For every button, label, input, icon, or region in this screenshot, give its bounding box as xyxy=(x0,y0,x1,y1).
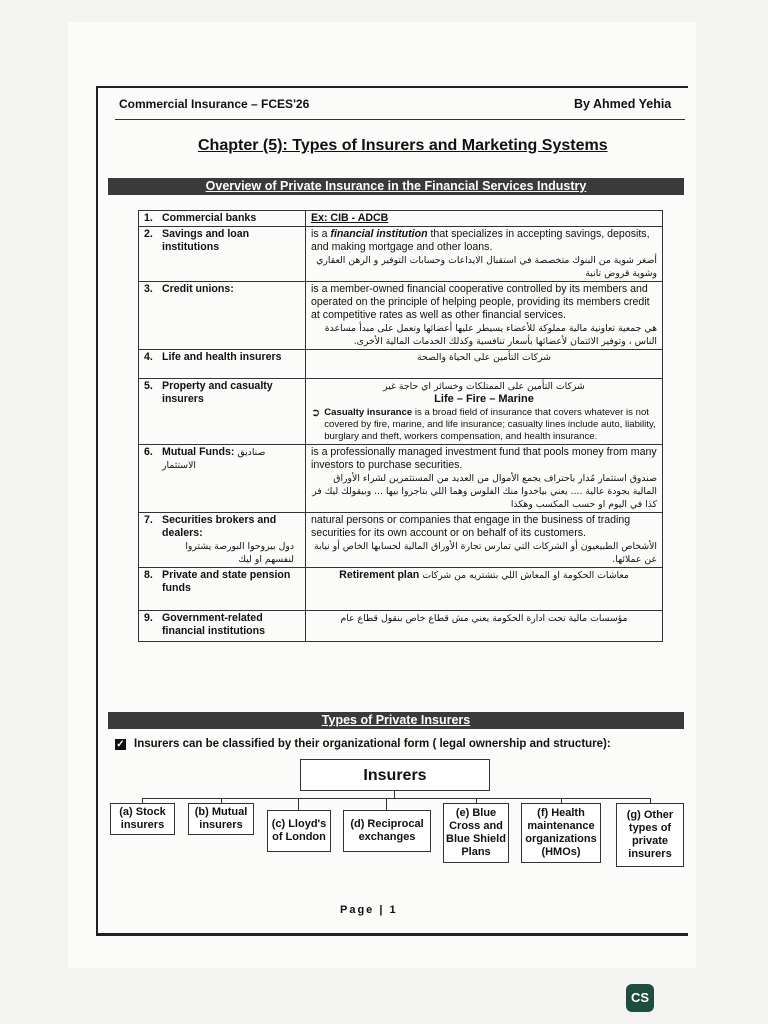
row-number: 9. xyxy=(144,612,153,624)
row-label-group xyxy=(162,514,294,566)
row-number: 5. xyxy=(144,380,153,392)
row-label: Mutual Funds: xyxy=(162,446,235,458)
row-label: Life and health insurers xyxy=(162,351,282,363)
insurer-type-node: (g) Other types of private insurers xyxy=(616,803,684,867)
section-types-heading xyxy=(108,712,684,729)
row-label-group xyxy=(162,446,294,472)
row-label: Government-related financial institutions xyxy=(162,612,265,637)
tree-connector xyxy=(386,798,387,810)
row-label-cell xyxy=(139,513,306,568)
arabic-note: شركات التأمين على الممتلكات وخسائر اي حاجة غير xyxy=(383,381,585,392)
row-number: 1. xyxy=(144,212,153,224)
arabic-note: هي جمعية تعاونية مالية مملوكة للأعضاء يسيطر عليها أعضائها وتعمل على مبدأ مساعدة الناس ، وتوفير الائتمان لأعضائها بأسعار تنافسية وكذلك الخدمات المالية الأخرى. xyxy=(324,323,657,347)
section-overview-title: Overview of Private Insurance in the Financial Services Industry xyxy=(205,179,587,193)
header-author: By Ahmed Yehia xyxy=(574,97,672,111)
tree-connector xyxy=(298,798,299,810)
table-row xyxy=(139,282,663,350)
row-number: 8. xyxy=(144,569,153,581)
tree-connector xyxy=(394,791,395,798)
insurer-type-node: (e) Blue Cross and Blue Shield Plans xyxy=(443,803,509,863)
table-row xyxy=(139,445,663,513)
row-desc-cell xyxy=(306,227,663,282)
insurer-type-node: (d) Reciprocal exchanges xyxy=(343,810,431,852)
arabic-label: دول بيروحوا البورصة يشتروا لنفسهم او ليك xyxy=(185,541,294,565)
row-label-cell xyxy=(139,211,306,227)
header-divider xyxy=(115,119,685,120)
desc-text: is a xyxy=(311,228,331,240)
table-row xyxy=(139,513,663,568)
insurer-type-node: (a) Stock insurers xyxy=(110,803,175,835)
insurer-type-node: (c) Lloyd's of London xyxy=(267,810,331,852)
row-label-cell xyxy=(139,350,306,379)
classification-statement xyxy=(115,738,611,750)
row-desc-cell xyxy=(306,282,663,350)
row-desc-cell xyxy=(306,513,663,568)
row-label-cell xyxy=(139,568,306,611)
chapter-title: Chapter (5): Types of Insurers and Marketing Systems xyxy=(198,137,608,154)
row-number: 6. xyxy=(144,446,153,458)
insurer-type-node: (f) Health maintenance organizations (HMOs) xyxy=(521,803,601,863)
row-number: 4. xyxy=(144,351,153,363)
arabic-note: معاشات الحكومة او المعاش اللي بتشتريه من شركات xyxy=(422,570,629,581)
camscanner-logo: CS xyxy=(626,984,654,1012)
row-label: Property and casualty insurers xyxy=(162,380,273,405)
insurer-type-node: (b) Mutual insurers xyxy=(188,803,254,835)
table-row xyxy=(139,211,663,227)
table-row xyxy=(139,227,663,282)
row-label: Securities brokers and dealers: xyxy=(162,514,277,539)
bullet-term: Casualty insurance xyxy=(324,407,413,418)
example-text: Ex: CIB - ADCB xyxy=(311,212,389,224)
row-label: Commercial banks xyxy=(162,212,257,224)
header-course: Commercial Insurance – FCES'26 xyxy=(119,97,310,111)
bullet-item xyxy=(311,407,657,443)
page-number: Page | 1 xyxy=(340,904,398,916)
row-number: 2. xyxy=(144,228,153,240)
row-label-cell xyxy=(139,379,306,445)
row-desc-cell xyxy=(306,211,663,227)
desc-text: that specializes in accepting savings, deposits, and making mortgage and other loans. xyxy=(311,228,650,253)
tree-connector xyxy=(142,798,650,799)
row-desc-cell xyxy=(306,350,663,379)
row-label-cell xyxy=(139,227,306,282)
table-row xyxy=(139,568,663,611)
arabic-note: أصغر شوية من البنوك متخصصة في استقبال الايداعات وحسابات التوفير و الرهن العقاري وشوية قروض تانية xyxy=(316,255,657,279)
arabic-label: صناديق الاستثمار xyxy=(162,447,266,471)
row-description xyxy=(311,228,657,254)
arabic-note: مؤسسات مالية تحت ادارة الحكومة يعني مش قطاع خاص بنقول قطاع عام xyxy=(340,613,628,624)
row-label-cell xyxy=(139,445,306,513)
institutions-table xyxy=(138,210,663,642)
arabic-note: الأشخاص الطبيعيون أو الشركات التي تمارس تجارة الأوراق المالية لحسابها الخاص أو نيابة عن عملائها. xyxy=(313,541,657,565)
row-label-cell xyxy=(139,282,306,350)
retirement-plan-label: Retirement plan xyxy=(339,569,420,581)
pension-line xyxy=(311,569,657,582)
table-row xyxy=(139,379,663,445)
desc-emphasis: financial institution xyxy=(330,228,428,240)
table-row xyxy=(139,611,663,642)
table-row xyxy=(139,350,663,379)
row-label-cell xyxy=(139,611,306,642)
arabic-note: صندوق استثمار مُدار باحتراف يجمع الأموال من العديد من المستثمرين لشراء الأوراق المالية بجودة عالية .... يعني بياخدوا منك الفلوس وهما اللي بتاجروا بيها ... وبيقولك ليك فر كذا في اليوم او حسب المكسب وهكذا xyxy=(312,473,657,510)
section-overview-heading xyxy=(108,178,684,195)
row-desc-cell xyxy=(306,445,663,513)
bullet-body: is a broad field of insurance that covers whatever is not covered by fire, marine, and life insurance; casualty lines include auto, liability, burglary and theft, workers compensation, and health insurance. xyxy=(324,407,656,442)
row-label: Private and state pension funds xyxy=(162,569,291,594)
insurance-lines: Life – Fire – Marine xyxy=(434,393,534,405)
bullet-text xyxy=(324,407,657,443)
row-label: Savings and loan institutions xyxy=(162,228,250,253)
arabic-note: شركات التأمين على الحياة والصحة xyxy=(417,352,551,363)
row-desc-cell xyxy=(306,379,663,445)
row-description: natural persons or companies that engage in the business of trading securities for its own account or on behalf of its customers. xyxy=(311,514,631,539)
row-description: is a professionally managed investment fund that pools money from many investors to purchase securities. xyxy=(311,446,657,471)
classification-text: Insurers can be classified by their organizational form ( legal ownership and structure): xyxy=(134,738,611,750)
row-number: 7. xyxy=(144,514,153,526)
row-number: 3. xyxy=(144,283,153,295)
row-desc-cell xyxy=(306,568,663,611)
row-description: is a member-owned financial cooperative controlled by its members and operated on the principle of helping people, providing its members credit at competitive rates as well as other financial services. xyxy=(311,283,650,321)
row-desc-cell xyxy=(306,611,663,642)
checkbox-checked-icon: ✓ xyxy=(116,738,125,750)
row-label: Credit unions: xyxy=(162,283,234,295)
insurers-root-node: Insurers xyxy=(300,759,490,791)
arrow-bullet-icon: ➲ xyxy=(311,407,321,419)
section-types-title: Types of Private Insurers xyxy=(321,713,471,727)
